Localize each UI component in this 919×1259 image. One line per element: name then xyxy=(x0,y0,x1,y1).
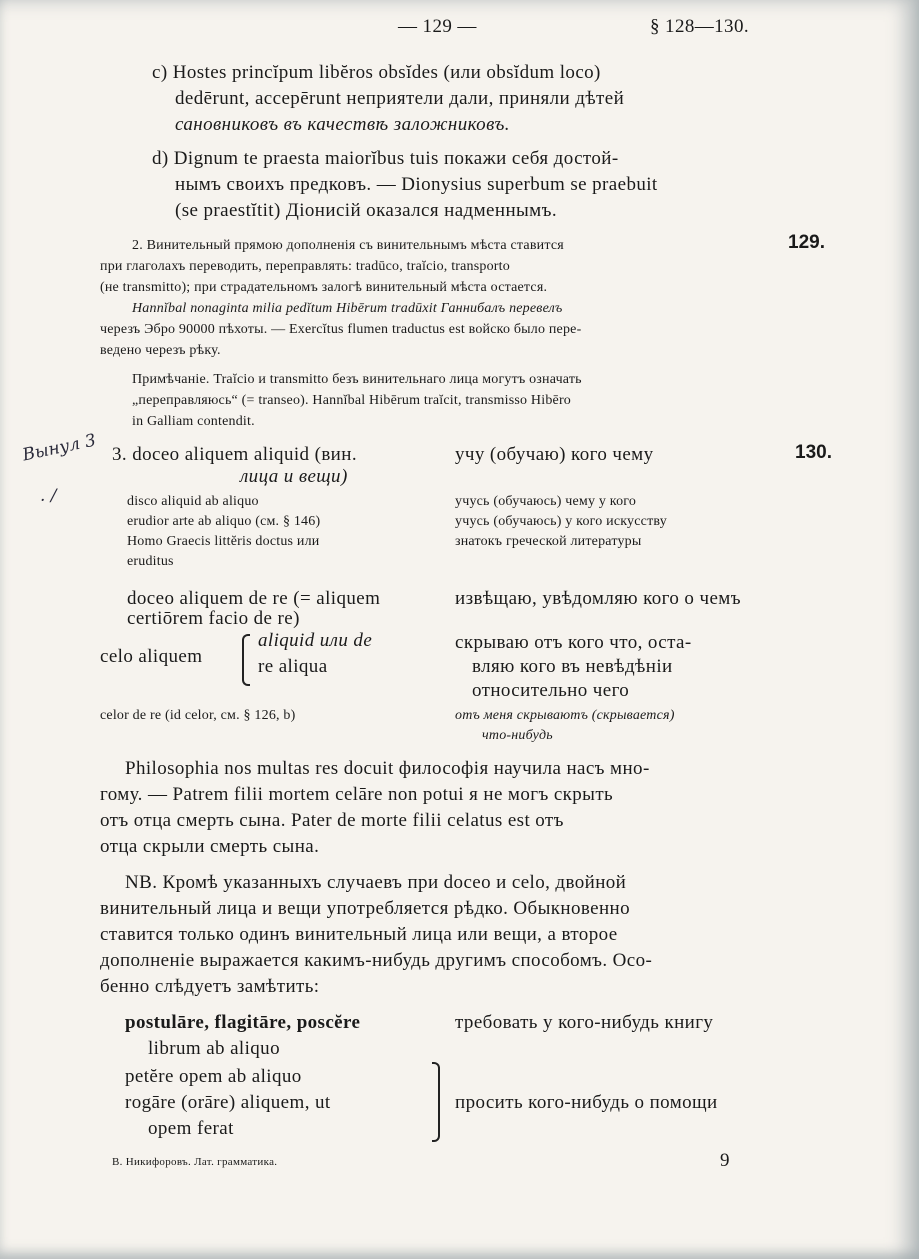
text-line: 2. Винительный прямою дополненія съ винительнымъ мѣста ставится xyxy=(132,238,564,253)
footer-signature: В. Никифоровъ. Лат. грамматика. xyxy=(112,1156,278,1168)
table-cell-latin: aliquid или de xyxy=(258,630,373,651)
text-line: Hannĭbal nonaginta milia pedĭtum Hibērum tradūxit Ганнибалъ перевелъ xyxy=(132,301,563,316)
text-line: отца скрыли смерть сына. xyxy=(100,836,320,857)
text-line: ведено черезъ рѣку. xyxy=(100,343,221,358)
table-cell-russian: отъ меня скрываютъ (скрывается) xyxy=(455,708,675,723)
table-cell-latin: rogāre (orāre) aliquem, ut xyxy=(125,1092,331,1113)
text-line: при глаголахъ переводить, переправлять: tradūco, traĭcio, transporto xyxy=(100,259,510,274)
note-line: in Galliam contendit. xyxy=(132,414,255,429)
brace xyxy=(432,1062,440,1142)
table-cell-latin: erudior arte ab aliquo (см. § 146) xyxy=(127,514,321,529)
section-number-130: 130. xyxy=(795,442,832,463)
text-line: (se praestĭtit) Діонисій оказался надменнымъ. xyxy=(175,200,557,221)
text-line: d) Dignum te praesta maiorĭbus tuis покажи себя достой- xyxy=(152,148,619,169)
table-cell-latin: celo aliquem xyxy=(100,646,203,667)
page-number: — 129 — xyxy=(398,16,477,37)
section-range: § 128—130. xyxy=(650,16,749,37)
table-cell-russian: требовать у кого-нибудь книгу xyxy=(455,1012,714,1033)
table-cell-latin: eruditus xyxy=(127,554,174,569)
text-line: нымъ своихъ предковъ. — Dionysius superbum se praebuit xyxy=(175,174,658,195)
table-cell-latin: doceo aliquem de re (= aliquem xyxy=(127,588,381,609)
text-line: дополненіе выражается какимъ-нибудь другимъ способомъ. Осо- xyxy=(100,950,653,971)
table-cell-russian: просить кого-нибудь о помощи xyxy=(455,1092,718,1113)
text-line: гому. — Patrem filii mortem celāre non potui я не могъ скрыть xyxy=(100,784,614,805)
brace xyxy=(242,634,250,686)
text-line: ставится только одинъ винительный лица или вещи, а второе xyxy=(100,924,618,945)
text-line: винительный лица и вещи употребляется рѣдко. Обыкновенно xyxy=(100,898,630,919)
table-cell-latin: postulāre, flagitāre, poscĕre xyxy=(125,1012,361,1033)
table-cell-latin: opem ferat xyxy=(148,1118,234,1139)
table-cell-latin: disco aliquid ab aliquo xyxy=(127,494,259,509)
text-line: Philosophia nos multas res docuit философія научила насъ мно- xyxy=(125,758,650,779)
table-cell-latin: petĕre opem ab aliquo xyxy=(125,1066,302,1087)
handwritten-note: Вынул 3 xyxy=(20,430,98,466)
table-cell-latin: librum ab aliquo xyxy=(148,1038,280,1059)
note-line: Примѣчаніе. Traĭcio и transmitto безъ винительнаго лица могутъ означать xyxy=(132,372,582,387)
table-cell-russian: относительно чего xyxy=(472,680,630,701)
table-cell-russian: скрываю отъ кого что, оста- xyxy=(455,632,692,653)
table-cell-russian: учу (обучаю) кого чему xyxy=(455,444,654,465)
table-cell-russian: учусь (обучаюсь) у кого искусству xyxy=(455,514,667,529)
text-line: (не transmitto); при страдательномъ залогѣ винительный мѣста остается. xyxy=(100,280,548,295)
table-cell-russian: что-нибудь xyxy=(482,728,553,743)
text-line: отъ отца смерть сына. Pater de morte filii celatus est отъ xyxy=(100,810,564,831)
table-cell-russian: извѣщаю, увѣдомляю кого о чемъ xyxy=(455,588,741,609)
text-line: c) Hostes princĭpum libĕros obsĭdes (или obsĭdum loco) xyxy=(152,62,601,83)
note-line: „переправляюсь“ (= transeo). Hannĭbal Hibērum traĭcit, transmisso Hibēro xyxy=(132,393,572,408)
table-cell-russian: учусь (обучаюсь) чему у кого xyxy=(455,494,637,509)
table-cell-latin: certiōrem facio de re) xyxy=(127,608,300,629)
text-line: черезъ Эбро 90000 пѣхоты. — Exercĭtus flumen traductus est войско было пере- xyxy=(100,322,582,337)
table-cell-latin: celor de re (id celor, см. § 126, b) xyxy=(100,708,296,723)
text-line: NB. Кромѣ указанныхъ случаевъ при doceo и celo, двойной xyxy=(125,872,627,893)
signature-mark: 9 xyxy=(720,1150,730,1171)
handwritten-mark: . / xyxy=(40,486,57,506)
table-cell-latin: re aliqua xyxy=(258,656,328,677)
text-line: сановниковъ въ качествѣ заложниковъ. xyxy=(175,114,510,135)
table-cell-latin: Homo Graecis littĕris doctus или xyxy=(127,534,320,549)
table-cell-latin: 3. doceo aliquem aliquid (вин. xyxy=(112,444,357,465)
table-cell-latin: лица и вещи) xyxy=(240,466,348,487)
table-cell-russian: знатокъ греческой литературы xyxy=(455,534,642,549)
table-cell-russian: вляю кого въ невѣдѣніи xyxy=(472,656,673,677)
text-line: бенно слѣдуетъ замѣтить: xyxy=(100,976,320,997)
text-line: dedērunt, accepērunt неприятели дали, приняли дѣтей xyxy=(175,88,625,109)
section-number-129: 129. xyxy=(788,232,825,253)
